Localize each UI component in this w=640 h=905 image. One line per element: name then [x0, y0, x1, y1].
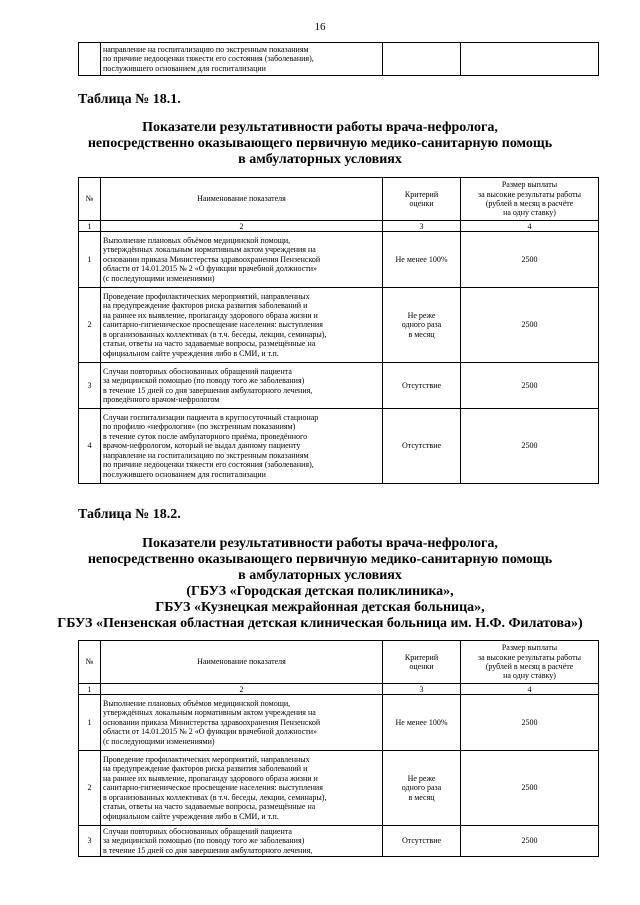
col-number: 3 [383, 684, 461, 695]
table-18-1 [78, 177, 599, 484]
table-18-2-label: Таблица № 18.2. [78, 507, 181, 522]
row-name: Случаи госпитализации пациента в круглосуточный стационар по профилю «нефрология» (по экстренным показаниям) в течение суток после амбулаторного приёма, проведённого врачом-нефрологом, который не выдал данному пациенту направление на госпитализацию по экстренным показаниям по причине недооценки тяжести его состояния (заболевания), послужившего основанием для госпитализации [101, 409, 383, 484]
col-number: 1 [79, 221, 101, 232]
col-number: 2 [101, 684, 383, 695]
header-payment: Размер выплаты за высокие результаты работы (рублей в месяц в расчёте на одну ставку) [461, 178, 599, 221]
row-criterion: Не менее 100% [383, 232, 461, 288]
row-num: 1 [79, 232, 101, 288]
header-payment: Размер выплаты за высокие результаты работы (рублей в месяц в расчёте на одну ставку) [461, 641, 599, 684]
heading-line: непосредственно оказывающего первичную медико-санитарную помощь [87, 552, 553, 567]
col-number: 3 [383, 221, 461, 232]
row-payment: 2500 [461, 232, 599, 288]
heading-line: в амбулаторных условиях [238, 568, 402, 583]
row-name: Проведение профилактических мероприятий, направленных на предупреждение факторов риска развития заболеваний и на раннее их выявление, пропаганду здорового образа жизни и санитарно-гигиеническое просвещение населения: выступления в организованных коллективах (в т.ч. беседы, лекции, семинары), статьи, ответы на часто задаваемые вопросы, размещённые на официальном сайте учреждения либо в СМИ, и т.п. [101, 288, 383, 363]
heading-line: Показатели результативности работы врача-нефролога, [142, 536, 498, 551]
row-name: Проведение профилактических мероприятий, направленных на предупреждение факторов риска развития заболеваний и на раннее их выявление, пропаганду здорового образа жизни и санитарно-гигиеническое просвещение населения: выступления в организованных коллективах (в т.ч. беседы, лекции, семинары), статьи, ответы на часто задаваемые вопросы, размещённые на официальном сайте учреждения либо в СМИ, и т.п. [101, 751, 383, 826]
table-18-2 [78, 640, 599, 857]
row-num: 2 [79, 751, 101, 826]
col-number: 4 [461, 221, 599, 232]
table-row [79, 363, 599, 409]
heading-line: ГБУЗ «Пензенская областная детская клиническая больница им. Н.Ф. Филатова») [57, 616, 583, 631]
row-name: Случаи повторных обоснованных обращений пациента за медицинской помощью (по поводу того же заболевания) в течение 15 дней со дня завершения амбулаторного лечения, проведённого врачом-нефрологом [101, 363, 383, 409]
col-number: 4 [461, 684, 599, 695]
table-18-1-label: Таблица № 18.1. [78, 92, 181, 107]
row-name: Выполнение плановых объёмов медицинской помощи, утверждённых локальным нормативным актом учреждения на основании приказа Министерства здравоохранения Пензенской области от 14.01.2015 № 2 «О функции врачебной должности» (с последующими изменениями) [101, 695, 383, 751]
row-criterion: Не реже одного раза в месяц [383, 288, 461, 363]
table-row [79, 232, 599, 288]
header-name: Наименование показателя [101, 641, 383, 684]
row-num: 2 [79, 288, 101, 363]
header-criterion: Критерий оценки [383, 178, 461, 221]
row-criterion: Не менее 100% [383, 695, 461, 751]
col-number: 1 [79, 684, 101, 695]
table-row [79, 695, 599, 751]
heading-line: ГБУЗ «Кузнецкая межрайонная детская больница», [155, 600, 485, 615]
table-row [79, 409, 599, 484]
row-payment: 2500 [461, 288, 599, 363]
row-payment: 2500 [461, 363, 599, 409]
row-criterion: Отсутствие [383, 409, 461, 484]
table-18-1-heading [0, 120, 640, 168]
heading-line: в амбулаторных условиях [238, 152, 402, 167]
header-criterion: Критерий оценки [383, 641, 461, 684]
row-num: 3 [79, 826, 101, 857]
header-num: № [79, 641, 101, 684]
table-row [79, 288, 599, 363]
row-criterion: Не реже одного раза в месяц [383, 751, 461, 826]
row-payment: 2500 [461, 409, 599, 484]
header-num: № [79, 178, 101, 221]
heading-line: Показатели результативности работы врача-нефролога, [142, 120, 498, 135]
row-num: 3 [79, 363, 101, 409]
continuation-table [78, 42, 599, 76]
row-criterion: Отсутствие [383, 826, 461, 857]
continuation-text: направление на госпитализацию по экстренным показаниям по причине недооценки тяжести его состояния (заболевания), послужившего основанием для госпитализации [101, 43, 383, 76]
row-payment: 2500 [461, 695, 599, 751]
row-criterion: Отсутствие [383, 363, 461, 409]
row-num: 1 [79, 695, 101, 751]
row-num: 4 [79, 409, 101, 484]
row-payment: 2500 [461, 751, 599, 826]
page-number: 16 [314, 21, 326, 33]
heading-line: (ГБУЗ «Городская детская поликлиника», [186, 584, 454, 599]
row-payment: 2500 [461, 826, 599, 857]
header-name: Наименование показателя [101, 178, 383, 221]
table-18-2-heading [0, 536, 640, 632]
heading-line: непосредственно оказывающего первичную медико-санитарную помощь [87, 136, 553, 151]
row-name: Выполнение плановых объёмов медицинской помощи, утверждённых локальным нормативным актом учреждения на основании приказа Министерства здравоохранения Пензенской области от 14.01.2015 № 2 «О функции врачебной должности» (с последующими изменениями) [101, 232, 383, 288]
table-row [79, 826, 599, 857]
col-number: 2 [101, 221, 383, 232]
table-row [79, 751, 599, 826]
row-name: Случаи повторных обоснованных обращений пациента за медицинской помощью (по поводу того же заболевания) в течение 15 дней со дня завершения амбулаторного лечения, [101, 826, 383, 857]
